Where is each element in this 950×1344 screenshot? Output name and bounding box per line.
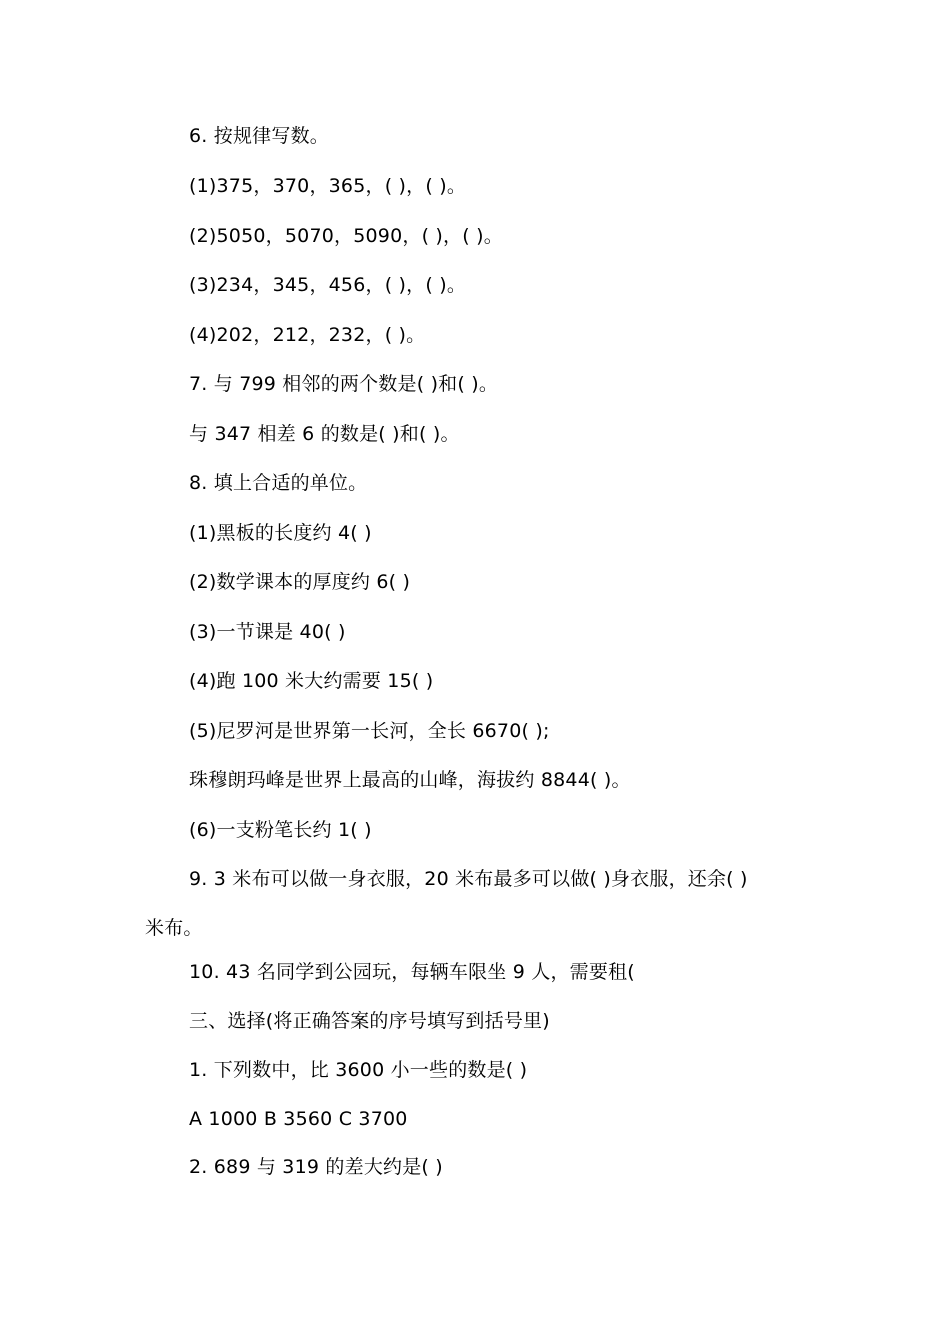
question-6-item-1: (1)375，370，365，( )，( )。 [189, 175, 467, 197]
question-9-line-2: 米布。 [145, 917, 203, 939]
choice-question-1-options: A 1000 B 3560 C 3700 [189, 1108, 408, 1130]
choice-question-2: 2. 689 与 319 的差大约是( ) [189, 1156, 443, 1178]
question-6-item-3: (3)234，345，456，( )，( )。 [189, 274, 467, 296]
question-8-item-5-continuation: 珠穆朗玛峰是世界上最高的山峰，海拔约 8844( )。 [189, 769, 631, 791]
question-7-part-1: 7. 与 799 相邻的两个数是( )和( )。 [189, 373, 499, 395]
section-3-heading: 三、选择(将正确答案的序号填写到括号里) [189, 1010, 550, 1032]
question-9-line-1: 9. 3 米布可以做一身衣服，20 米布最多可以做( )身衣服，还余( ) [189, 868, 748, 890]
choice-question-1: 1. 下列数中，比 3600 小一些的数是( ) [189, 1059, 528, 1081]
question-7-part-2: 与 347 相差 6 的数是( )和( )。 [189, 423, 460, 445]
question-8-item-2: (2)数学课本的厚度约 6( ) [189, 571, 411, 593]
question-8-item-4: (4)跑 100 米大约需要 15( ) [189, 670, 434, 692]
question-8-item-1: (1)黑板的长度约 4( ) [189, 522, 372, 544]
question-8-item-3: (3)一节课是 40( ) [189, 621, 346, 643]
question-8-heading: 8. 填上合适的单位。 [189, 472, 368, 494]
question-6-item-2: (2)5050，5070，5090，( )，( )。 [189, 225, 503, 247]
question-6-heading: 6. 按规律写数。 [189, 125, 329, 147]
question-6-item-4: (4)202，212，232，( )。 [189, 324, 426, 346]
question-10: 10. 43 名同学到公园玩，每辆车限坐 9 人，需要租( [189, 961, 635, 983]
question-8-item-5: (5)尼罗河是世界第一长河，全长 6670( ); [189, 720, 550, 742]
question-8-item-6: (6)一支粉笔长约 1( ) [189, 819, 372, 841]
